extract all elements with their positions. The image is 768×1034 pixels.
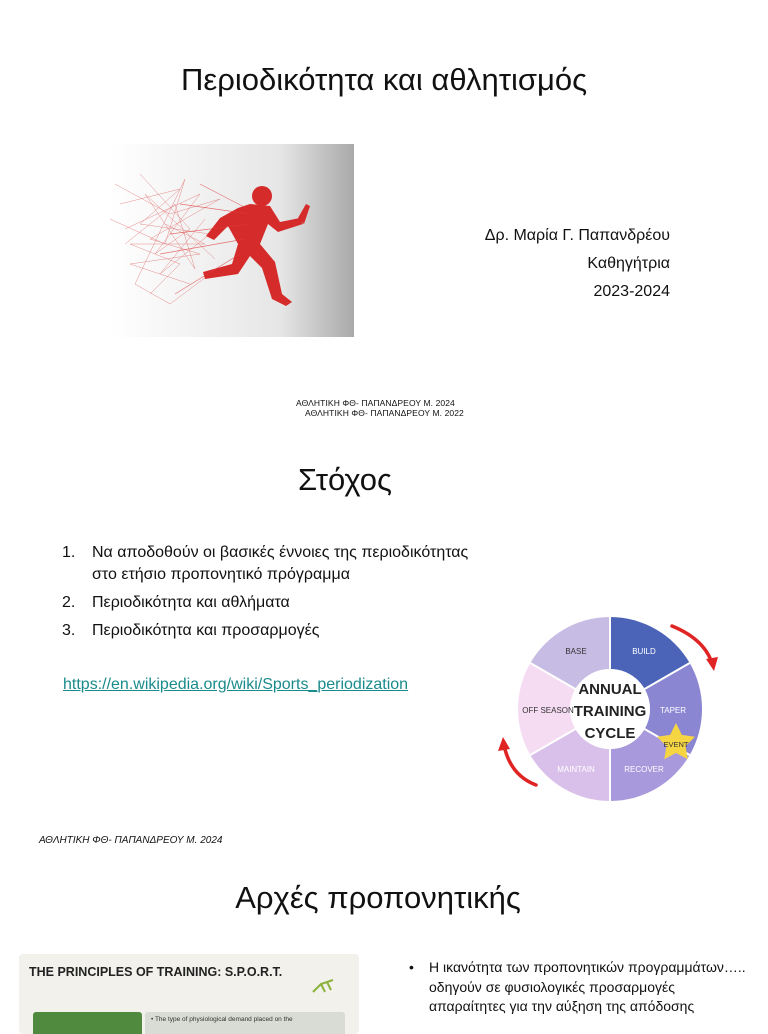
author-year: 2023-2024 bbox=[593, 283, 670, 300]
goal-text-cont: στο ετήσιο προπονητικό πρόγραμμα bbox=[92, 566, 350, 583]
training-cycle-svg bbox=[482, 605, 732, 805]
principles-image-title: THE PRINCIPLES OF TRAINING: S.P.O.R.T. bbox=[29, 965, 283, 979]
goal-number: 2. bbox=[62, 594, 76, 611]
author-block bbox=[485, 222, 670, 306]
cycle-center-line1: ANNUAL bbox=[578, 681, 642, 698]
goal-text: Περιοδικότητα και αθλήματα bbox=[92, 594, 290, 611]
slide3-bullet-text: Η ικανότητα των προπονητικών προγραμμάτων….. οδηγούν σε φυσιολογικές προσαρμογές απαραίτητες για την αύξηση της απόδοσης bbox=[429, 959, 746, 1014]
grasshopper-icon bbox=[311, 976, 337, 1001]
label-build: BUILD bbox=[632, 647, 656, 656]
wikipedia-link[interactable]: https://en.wikipedia.org/wiki/Sports_periodization bbox=[63, 676, 409, 693]
running-man-icon bbox=[110, 144, 354, 337]
goal-number: 3. bbox=[62, 622, 76, 639]
principle-green-box bbox=[33, 1012, 142, 1034]
slide1-footer-2: ΑΘΛΗΤΙΚΗ ΦΘ- ΠΑΠΑΝΔΡΕΟΥ Μ. 2022 bbox=[305, 408, 464, 418]
slide2-title: Στόχος bbox=[298, 462, 392, 497]
label-base: BASE bbox=[565, 647, 587, 656]
slide2-footer: ΑΘΛΗΤΙΚΗ ΦΘ- ΠΑΠΑΝΔΡΕΟΥ Μ. 2024 bbox=[39, 835, 223, 846]
goal-number: 1. bbox=[62, 544, 76, 561]
runner-image bbox=[110, 144, 354, 337]
goal-item bbox=[62, 542, 468, 586]
annual-training-cycle-diagram bbox=[482, 605, 732, 805]
goal-item bbox=[62, 620, 468, 642]
label-event: EVENT bbox=[663, 740, 689, 749]
principles-image bbox=[19, 954, 359, 1034]
slide3-title: Αρχές προπονητικής bbox=[235, 880, 521, 915]
slide1-footer-1: ΑΘΛΗΤΙΚΗ ΦΘ- ΠΑΠΑΝΔΡΕΟΥ Μ. 2024 bbox=[296, 398, 455, 408]
cycle-center-line3: CYCLE bbox=[584, 725, 636, 742]
principle-description: • The type of physiological demand placed on the bbox=[145, 1012, 345, 1034]
label-offseason: OFF SEASON bbox=[522, 706, 574, 715]
author-role: Καθηγήτρια bbox=[587, 255, 670, 272]
label-taper: TAPER bbox=[659, 706, 687, 715]
goal-text: Να αποδοθούν οι βασικές έννοιες της περιοδικότητας bbox=[92, 544, 469, 561]
label-recover: RECOVER bbox=[624, 765, 664, 774]
slide1-title: Περιοδικότητα και αθλητισμός bbox=[180, 62, 588, 97]
cycle-center-line2: TRAINING bbox=[573, 703, 647, 720]
goal-item bbox=[62, 592, 468, 614]
goals-list bbox=[62, 542, 468, 648]
label-maintain: MAINTAIN bbox=[557, 765, 595, 774]
author-name: Δρ. Μαρία Γ. Παπανδρέου bbox=[484, 227, 670, 244]
slide3-bullet bbox=[409, 958, 749, 1017]
bullet-dot-icon: • bbox=[409, 959, 414, 975]
goal-text: Περιοδικότητα και προσαρμογές bbox=[92, 622, 320, 639]
